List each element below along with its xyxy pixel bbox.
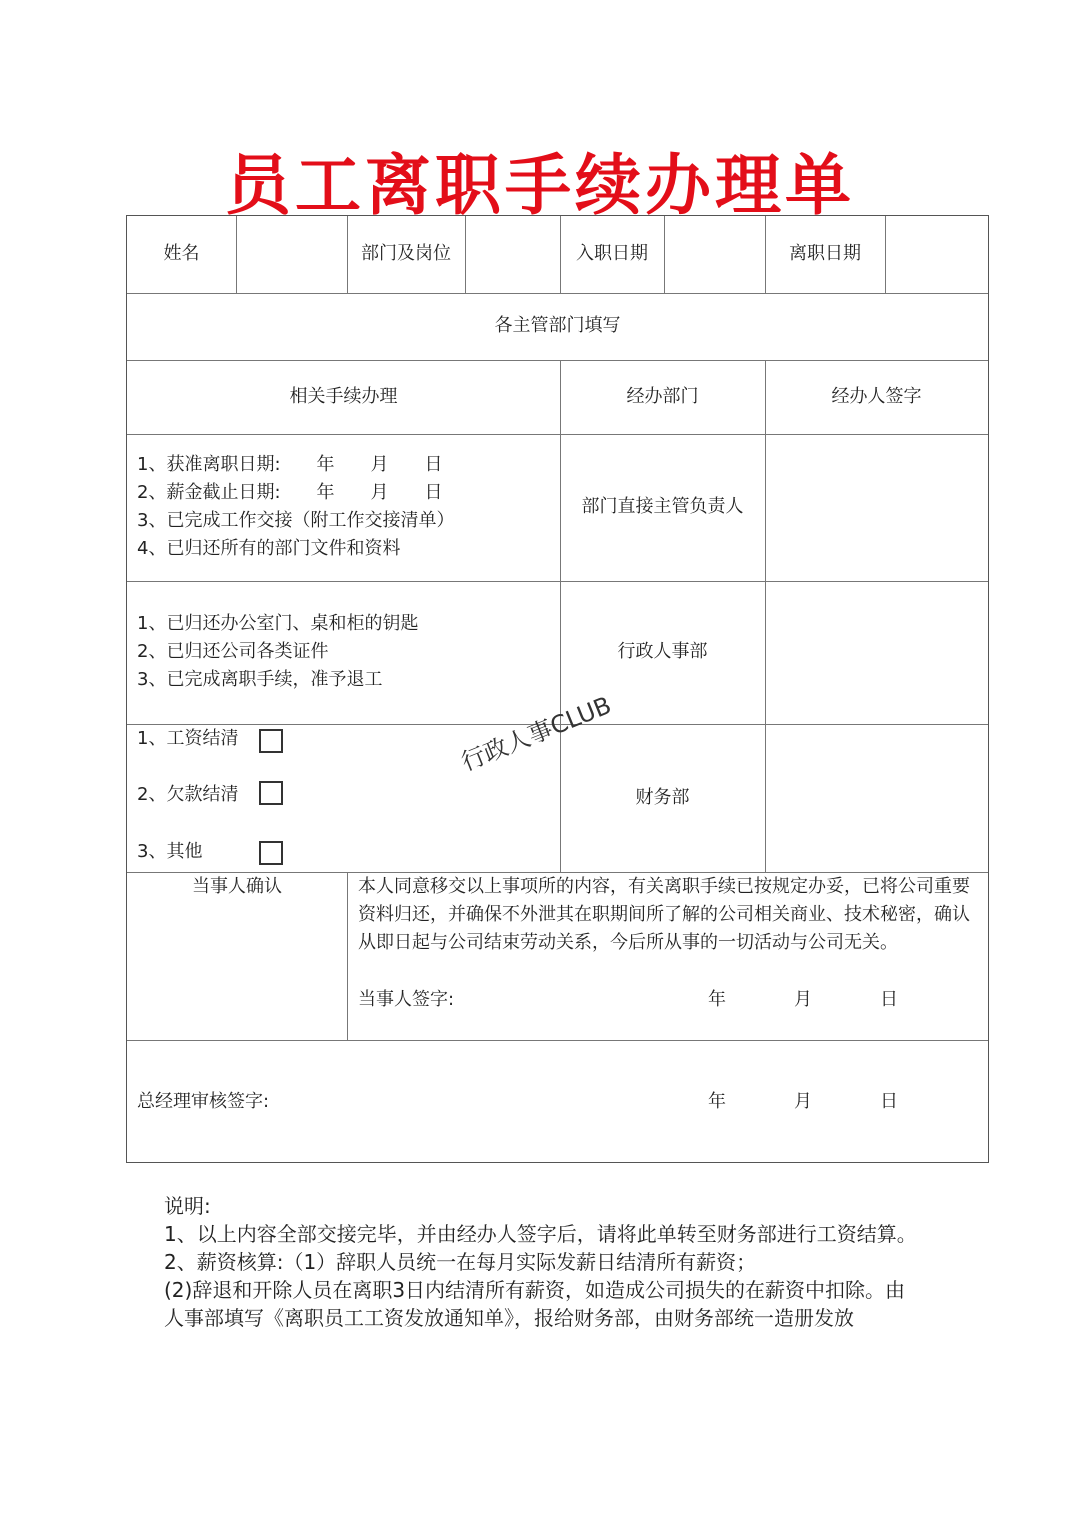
- procedure-item: 2、已归还公司各类证件: [137, 641, 329, 662]
- signature-field[interactable]: [767, 438, 986, 578]
- notes-line: (2)辞退和开除人员在离职3日内结清所有薪资，如造成公司损失的在薪资中扣除。由人事部填写《离职员工工资发放通知单》，报给财务部，由财务部统一造册发放: [164, 1278, 906, 1330]
- gm-signature-label: 总经理审核签字:: [137, 1091, 270, 1112]
- salary-settled-checkbox[interactable]: [259, 729, 283, 753]
- row-department: 财务部: [635, 787, 690, 808]
- signature-field[interactable]: [767, 728, 986, 870]
- acknowledgement-text: 本人同意移交以上事项所的内容，有关离职手续已按规定办妥，已将公司重要资料归还，并确保不外泄其在职期间所了解的公司相关商业、技术秘密，确认从即日起与公司结束劳动关系，今后所从事的一切活动与公司无关。: [358, 876, 970, 953]
- procedure-item: 3、已完成离职手续，准予退工: [137, 669, 383, 690]
- procedure-item: 3、已完成工作交接（附工作交接清单）: [137, 510, 455, 531]
- department-position-field[interactable]: [466, 226, 559, 282]
- department-position-label: 部门及岗位: [361, 243, 451, 264]
- notes-line: 1、以上内容全部交接完毕，并由经办人签字后，请将此单转至财务部进行工资结算。: [164, 1222, 917, 1246]
- section-title: 各主管部门填写: [494, 315, 621, 336]
- leave-date-label: 离职日期: [789, 243, 861, 264]
- party-date-month: 月: [794, 989, 812, 1010]
- resignation-form: [126, 215, 989, 1163]
- gm-date-year: 年: [708, 1091, 726, 1112]
- notes-section: [164, 1192, 924, 1332]
- party-signature-label: 当事人签字:: [358, 989, 455, 1010]
- name-field[interactable]: [237, 226, 346, 282]
- hire-date-field[interactable]: [665, 226, 764, 282]
- procedure-item: 1、已归还办公室门、桌和柜的钥匙: [137, 613, 419, 634]
- procedure-item: 1、获准离职日期: 年 月 日: [137, 454, 443, 475]
- party-date-year: 年: [708, 989, 726, 1010]
- row-department: 行政人事部: [617, 641, 708, 662]
- debt-settled-checkbox[interactable]: [259, 781, 283, 805]
- divider: [127, 360, 988, 361]
- divider: [765, 360, 766, 872]
- notes-heading: 说明:: [164, 1194, 211, 1218]
- name-label: 姓名: [163, 243, 200, 264]
- leave-date-field[interactable]: [886, 226, 986, 282]
- column-header-procedure: 相关手续办理: [289, 386, 398, 407]
- signature-field[interactable]: [767, 584, 986, 722]
- procedure-item: 3、其他: [137, 841, 203, 862]
- column-header-signature: 经办人签字: [831, 386, 922, 407]
- party-date-day: 日: [880, 989, 898, 1010]
- other-checkbox[interactable]: [259, 841, 283, 865]
- gm-date-day: 日: [880, 1091, 898, 1112]
- divider: [127, 1040, 988, 1041]
- hire-date-label: 入职日期: [576, 243, 648, 264]
- divider: [127, 293, 988, 294]
- divider: [127, 434, 988, 435]
- column-header-department: 经办部门: [626, 386, 699, 407]
- acknowledgement-label: 当事人确认: [192, 876, 282, 897]
- notes-line: 2、薪资核算:（1）辞职人员统一在每月实际发薪日结清所有薪资；: [164, 1250, 757, 1274]
- page-title: 员工离职手续办理单: [225, 146, 855, 224]
- watermark-text: 行政人事CLUB: [457, 691, 616, 777]
- procedure-item: 2、薪金截止日期: 年 月 日: [137, 482, 443, 503]
- procedure-item: 2、欠款结清: [137, 784, 239, 805]
- procedure-item: 1、工资结清: [137, 728, 239, 749]
- divider: [347, 872, 348, 1040]
- gm-date-month: 月: [794, 1091, 812, 1112]
- divider: [127, 581, 988, 582]
- row-department: 部门直接主管负责人: [581, 496, 744, 517]
- procedure-item: 4、已归还所有的部门文件和资料: [137, 538, 401, 559]
